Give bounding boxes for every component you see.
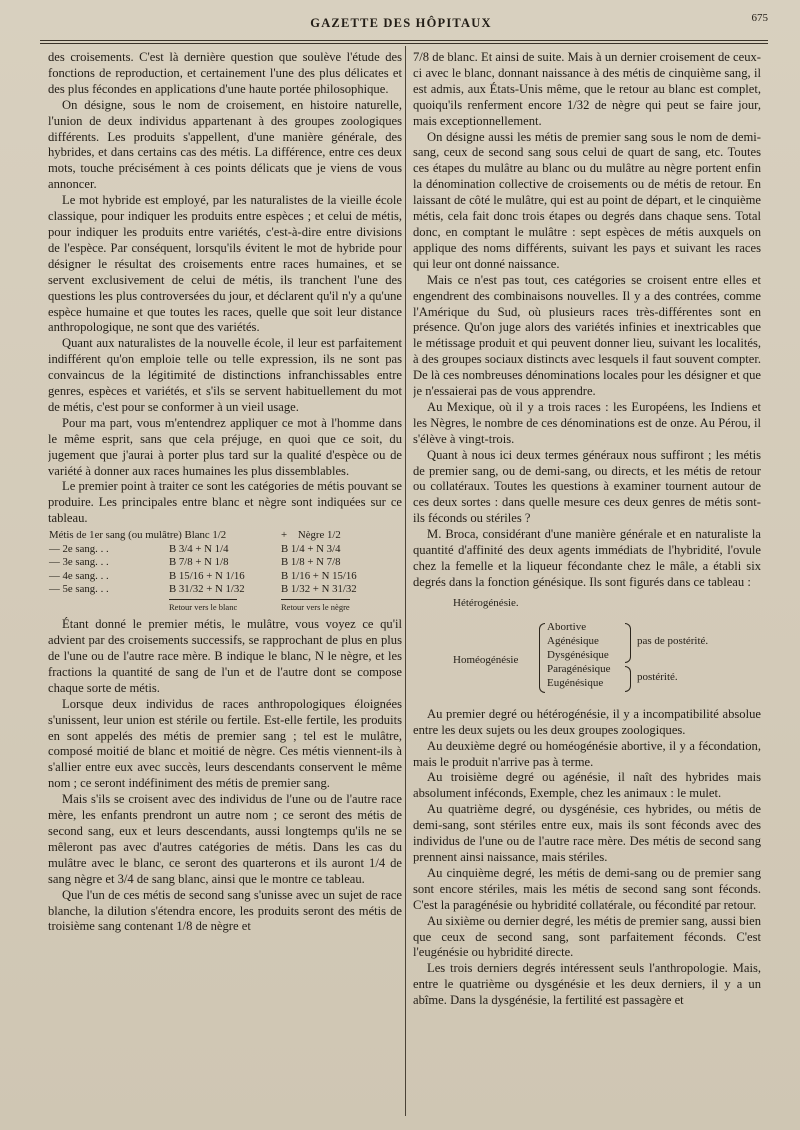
paragraph: Pour ma part, vous m'entendrez appliquer ce mot à l'homme dans le même esprit, sans que cela préjuge, en quoi que ce soit, du jugement que j'aurai à porter plus tard sur la qualité d'espèce ou de variété à donner aux races humaines les plus dissemblables.: [48, 415, 402, 478]
left-brace: [539, 623, 545, 693]
degree-item: Eugénésique: [547, 676, 604, 689]
paragraph: Au deuxième degré ou homéogénésie abortive, il y a fécondation, mais le produit n'arrive pas à terme.: [413, 738, 761, 769]
homeogenesie-label: Homéogénésie: [453, 653, 519, 666]
metis-table-head: [48, 529, 402, 543]
plus-sign: +: [281, 529, 288, 542]
page-number: 675: [751, 12, 768, 24]
table-cell: B 1/8 + N 7/8: [281, 556, 341, 569]
table-footer: [48, 597, 402, 615]
table-cell: — 5e sang. . .: [49, 583, 109, 596]
table-row: [48, 543, 402, 557]
paragraph: Le mot hybride est employé, par les naturalistes de la vieille école classique, pour indiquer les produits entre espèces ; et celui de métis, pour indiquer les produits entre variétés, c'est-à-dire entre divisions de l'espèce. Par conséquent, lorsqu'ils évitent le mot de hybride pour désigner le résultat des croisements entre races humaines, et se servent exclusivement de celui de métis, ils tranchent l'une des questions les plus controversées du jour, et déclarent qu'il n'y a qu'une espèce humaine et que toutes les races, quelle que soit leur distance anthropologique, ne sont que des variétés.: [48, 193, 402, 335]
paragraph: Au troisième degré ou agénésie, il naît des hybrides mais absolument inféconds, Exemple, chez les animaux : le mulet.: [413, 770, 761, 801]
table-cell: B 31/32 + N 1/32: [169, 583, 245, 596]
paragraph: Au premier degré ou hétérogénésie, il y a incompatibilité absolue entre les deux sujets ou les deux groupes zoologiques.: [413, 706, 761, 737]
table-cell: B 1/16 + N 15/16: [281, 569, 357, 582]
paragraph: 7/8 de blanc. Et ainsi de suite. Mais à un dernier croisement de ceux-ci avec le blanc, donnant naissance à des métis de cinquième sang, il est admis, aux États-Unis même, que le retour au blanc est complet, quoiqu'ils renferment encore 1/32 de nègre qui peut se faire jour, mais exceptionnellement.: [413, 50, 761, 128]
journal-title: GAZETTE DES HÔPITAUX: [310, 16, 492, 30]
degree-item: Agénésique: [547, 634, 599, 647]
paragraph: Le premier point à traiter ce sont les catégories de métis pouvant se produire. Les principales entre blanc et nègre sont indiquées sur ce tableau.: [48, 479, 402, 526]
right-column: [413, 50, 761, 1125]
table-row: [48, 570, 402, 584]
paragraph: Quant aux naturalistes de la nouvelle école, il leur est parfaitement indifférent qu'on emploie telle ou telle expression, ils ne sont pas convaincus de la légitimité de distinctions infranchissables entre genres, espèces et variétés, et s'ils se servent habituellement du mot de métis, c'est pour se conformer à un vieil usage.: [48, 336, 402, 414]
table-row: [48, 583, 402, 597]
paragraph: des croisements. C'est là dernière question que soulève l'étude des fonctions de reproduction, et certainement l'une des plus délicates et des plus fécondes en applications d'une haute portée philosophique.: [48, 50, 402, 96]
paragraph: Au Mexique, où il y a trois races : les Européens, les Indiens et les Nègres, le nombre de ces dénominations est de onze. Au Pérou, il s'élève à vingt-trois.: [413, 399, 761, 446]
header-rule-bottom: [40, 43, 768, 44]
paragraph: Au cinquième degré, les métis de demi-sang ou de premier sang sont encore stériles, mais les métis de second sang sont féconds. C'est la paragénésie ou hybridité collatérale, ou fécondité par retour.: [413, 865, 761, 912]
right-brace-upper: [625, 623, 631, 663]
paragraph: On désigne, sous le nom de croisement, en histoire naturelle, l'union de deux individus appartenant à des groupes zoologiques différents. Les produits s'appellent, d'une manière générale, des hybrides, et dans certains cas des métis. La différence, entre ces deux mots, touche précisément à ces points délicats que je viens de vous annoncer.: [48, 97, 402, 192]
paragraph: Au quatrième degré, ou dysgénésie, ces hybrides, ou métis de demi-sang, sont stériles entre eux, mais ils sont féconds avec des individus de l'une ou de l'autre race mère. Des métis de second sang prennent ainsi naissance, mais stériles.: [413, 802, 761, 864]
degree-item: Paragénésique: [547, 662, 611, 675]
column-divider: [405, 46, 406, 1116]
paragraph: Lorsque deux individus de races anthropologiques éloignées s'unissent, leur union est stérile ou fertile. Est-elle fertile, les produits en sont appelés des métis de premier sang ; tel est le mulâtre, composé moitié de blanc et moitié de nègre. Ces métis viennent-ils à s'allier entre eux avec succès, leurs descendants conservent le même nom ; ce seront indéfiniment des métis de premier sang.: [48, 696, 402, 791]
page-header: [30, 10, 772, 36]
paragraph: Mais s'ils se croisent avec des individus de l'une ou de l'autre race mère, les enfants prendront un autre nom ; ce seront des métis de second sang, eux et leurs descendants, aussi longtemps qu'ils ne se mêleront pas avec d'autres catégories de métis. Dans les cas du mulâtre avec le blanc, ce seront des quarterons et ils auront 1/4 de sang nègre et 3/4 de sang blanc, ainsi que le montre ce tableau.: [48, 792, 402, 886]
metis-table: [48, 529, 402, 614]
paragraph: Au sixième ou dernier degré, les métis de premier sang, aussi bien que ceux de second sang, sont parfaitement féconds. C'est l'eugénésie ou hybridité directe.: [413, 913, 761, 960]
no-posterity-label: pas de postérité.: [637, 634, 709, 647]
paragraph: Mais ce n'est pas tout, ces catégories se croisent entre elles et engendrent des combinaisons nouvelles. Il y a des contrées, comme l'Amérique du Sud, où plusieurs races très-différentes sont en présence. Qu'on juge alors des variétés infinies et inextricables que le métissage produit et qui peuvent donner lieu, suivant les localités, à des groupes sociaux distincts avec lesquels il faut souvent compter. De là ces nombreuses dénominations locales pour les désigner et que je n'essaierai pas de vous apprendre.: [413, 272, 761, 399]
table-cell: B 3/4 + N 1/4: [169, 542, 229, 555]
table-cell: B 1/32 + N 31/32: [281, 583, 357, 596]
table-cell: B 1/4 + N 3/4: [281, 542, 341, 555]
table-cell: Nègre 1/2: [297, 529, 341, 542]
degree-item: Dysgénésique: [547, 648, 609, 661]
left-column: [48, 50, 402, 1125]
table-cell: — 4e sang. . .: [49, 569, 109, 582]
genesic-degrees-diagram: [413, 593, 761, 705]
table-cell: Métis de 1er sang (ou mulâtre) Blanc 1/2: [49, 529, 227, 542]
paragraph: On désigne aussi les métis de premier sang sous le nom de demi-sang, ceux de second sang sous celui de quart de sang, etc. Toutes ces étapes du mulâtre au blanc ou du mulâtre au nègre portent enfin la dénomination collective de croisements ou de métis de retour. En laissant de côté le mulâtre, qui est au point de départ, et le cinquième métis, cela fait donc trois étapes ou degrés dans chaque sens. Total donc, en comptant le mulâtre : sept espèces de métis auxquels on applique des noms différents, suivant les pays et suivant les races qui leur ont donné naissance.: [413, 129, 761, 271]
posterity-label: postérité.: [637, 670, 678, 683]
paragraph: M. Broca, considérant d'une manière générale et en naturaliste la quantité d'affinité des deux agents immédiats de l'hybridité, l'ovule chez la femelle et la liqueur fécondante chez le mâle, a établi six degrés dans la fonction génésique. Ils sont figurés dans ce tableau :: [413, 527, 761, 589]
table-cell: B 15/16 + N 1/16: [169, 569, 245, 582]
table-row: [48, 556, 402, 570]
paragraph: Étant donné le premier métis, le mulâtre, vous voyez ce qu'il advient par des croisements successifs, se rapprochant de plus en plus de l'une ou de l'autre race mère. B indique le blanc, N le nègre, et les fractions la quantité de sang de l'un et de l'autre dont se compose chaque sorte de métis.: [48, 617, 402, 695]
paragraph: Quant à nous ici deux termes généraux nous suffiront ; les métis de premier sang, ou de demi-sang, ou directs, et les métis de retour ou collatéraux. Toutes les questions à examiner tournent autour de ces deux sortes : dans quelle mesure ces deux genres de métis sont-ils féconds ou stériles ?: [413, 447, 761, 526]
return-to-black-label: Retour vers le nègre: [281, 599, 350, 615]
right-brace-lower: [625, 666, 631, 692]
return-to-white-label: Retour vers le blanc: [169, 599, 237, 615]
table-cell: — 2e sang. . .: [49, 542, 109, 555]
paragraph: Les trois derniers degrés intéressent seuls l'anthropologie. Mais, entre le quatrième ou dysgénésie et les deux derniers, il y a un abîme. Dans la dysgénésie, la fertilité est passagère et: [413, 961, 761, 1008]
table-cell: — 3e sang. . .: [49, 556, 109, 569]
header-rule-top: [40, 40, 768, 41]
degree-item: Abortive: [547, 620, 587, 633]
heterogenesie-label: Hétérogénésie.: [453, 596, 519, 609]
paragraph: Que l'un de ces métis de second sang s'unisse avec un sujet de race blanche, la dilution s'étendra encore, les produits seront des métis de troisième sang contenant 1/8 de nègre et: [48, 887, 402, 934]
table-cell: B 7/8 + N 1/8: [169, 556, 229, 569]
